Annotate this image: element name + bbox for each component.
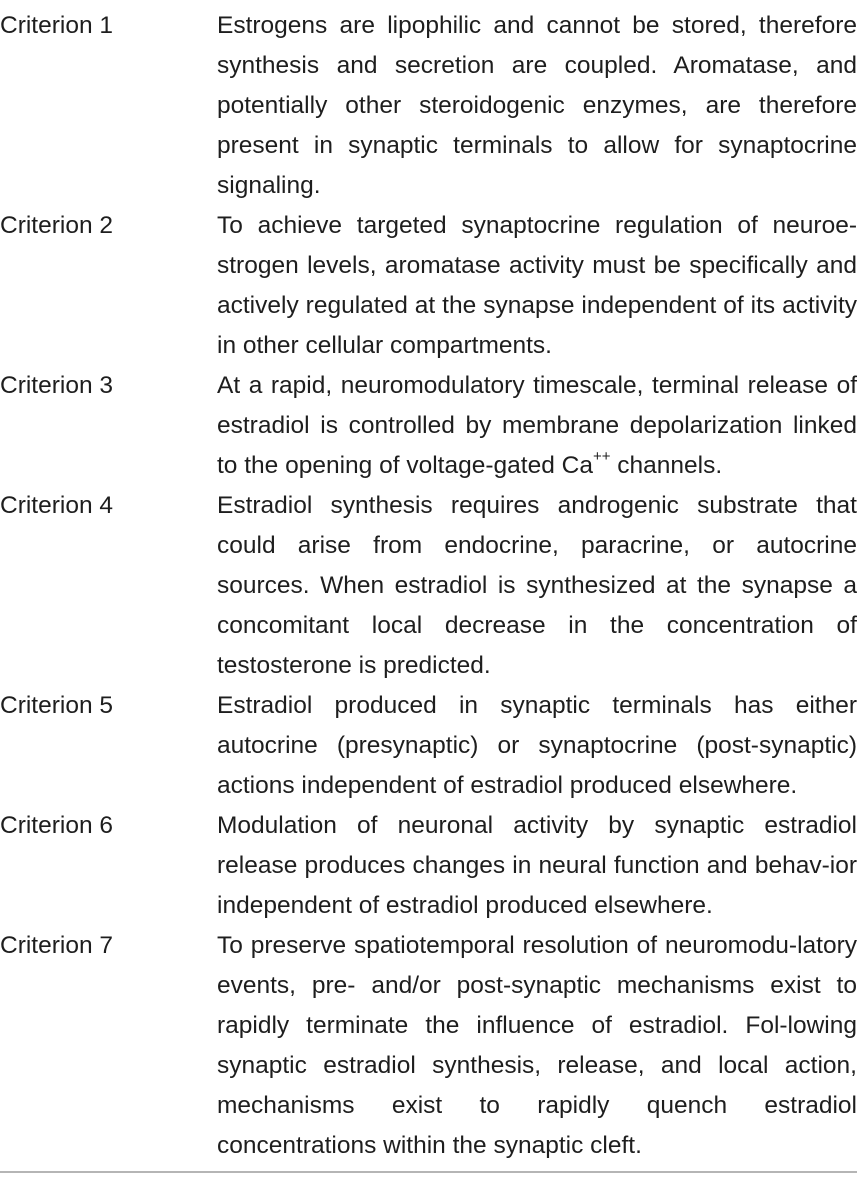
criterion-text-part: At a rapid, neuromodulatory timescale, terminal release of estradiol is controlled by membrane depolarization linked to the opening of voltage-gated Ca [217, 372, 857, 479]
superscript: ++ [592, 447, 611, 465]
criterion-row-5 [0, 686, 857, 806]
criterion-label: Criterion 4 [0, 492, 114, 519]
criterion-row-7 [0, 926, 857, 1166]
criterion-label: Criterion 2 [0, 212, 114, 239]
criterion-label: Criterion 7 [0, 932, 114, 959]
criterion-row-4 [0, 486, 857, 686]
criterion-label: Criterion 3 [0, 372, 114, 399]
criterion-text-part: channels. [610, 452, 723, 479]
criterion-row-6 [0, 806, 857, 926]
criterion-description: Estradiol produced in synaptic terminals has either autocrine (presynaptic) or synaptocrine (post-synaptic) actions independent of estradiol produced elsewhere. [217, 692, 857, 799]
criterion-row-2 [0, 206, 857, 366]
criterion-description [217, 366, 857, 486]
criterion-description: To preserve spatiotemporal resolution of neuromodu-latory events, pre- and/or post-synaptic mechanisms exist to rapidly terminate the influence of estradiol. Fol-lowing synaptic estradiol synthesis, release, and local action, mechanisms exist to rapidly quench estradiol concentrations within the synaptic cleft. [217, 932, 857, 1159]
criterion-label: Criterion 6 [0, 812, 114, 839]
criterion-description: Modulation of neuronal activity by synaptic estradiol release produces changes in neural function and behav-ior independent of estradiol produced elsewhere. [217, 812, 857, 919]
criterion-row-1 [0, 6, 857, 206]
criterion-description: Estrogens are lipophilic and cannot be stored, therefore synthesis and secretion are coupled. Aromatase, and potentially other steroidogenic enzymes, are therefore present in synaptic terminals to allow for synaptocrine signaling. [217, 12, 857, 199]
criterion-label: Criterion 5 [0, 692, 114, 719]
criterion-description: To achieve targeted synaptocrine regulation of neuroe-strogen levels, aromatase activity must be specifically and actively regulated at the synapse independent of its activity in other cellular compartments. [217, 212, 857, 359]
criterion-description: Estradiol synthesis requires androgenic substrate that could arise from endocrine, paracrine, or autocrine sources. When estradiol is synthesized at the synapse a concomitant local decrease in the concentration of testosterone is predicted. [217, 492, 857, 679]
criterion-row-3 [0, 366, 857, 486]
table-bottom-rule [0, 1171, 857, 1173]
criteria-table [0, 6, 857, 1166]
criterion-label: Criterion 1 [0, 12, 114, 39]
